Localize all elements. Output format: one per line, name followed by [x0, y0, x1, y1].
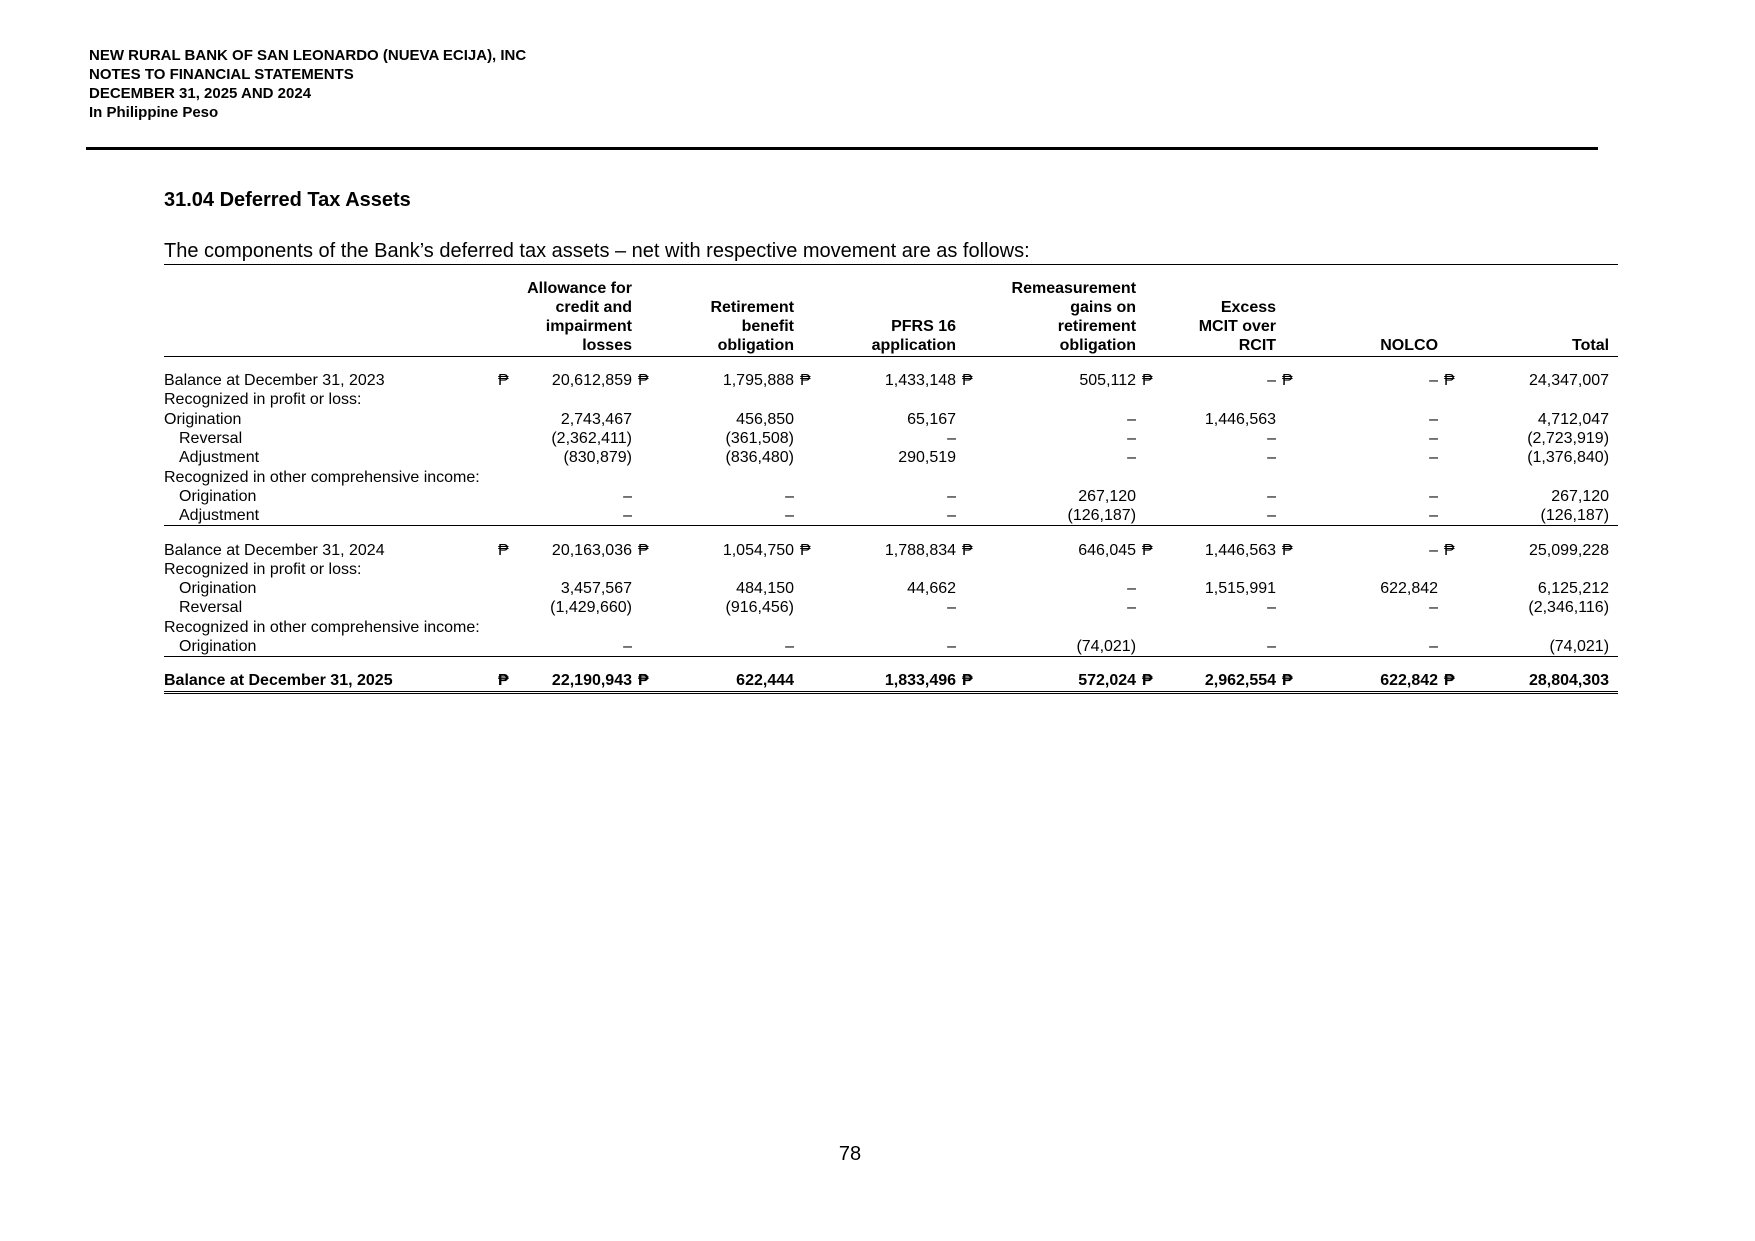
cell-value: (1,429,660): [550, 599, 632, 617]
cell-value: –: [1127, 430, 1137, 448]
cell-value: 456,850: [736, 410, 795, 428]
peso-sign: ₱: [1444, 541, 1455, 559]
table-row: [164, 579, 1618, 598]
column-header-pfrs16: PFRS 16 application: [794, 279, 956, 357]
spacer-row: [164, 657, 1618, 672]
spacer-row: [164, 526, 1618, 541]
cell-value: (2,723,919): [1527, 430, 1610, 448]
cell-value: 1,054,750: [722, 541, 795, 559]
row-label: Reversal: [179, 430, 243, 448]
cell-value: 1,515,991: [1204, 580, 1277, 598]
cell-value: 4,712,047: [1537, 410, 1610, 428]
cell-value: –: [1267, 599, 1277, 617]
cell-value: 1,788,834: [884, 541, 957, 559]
deferred-tax-assets-table: [164, 279, 1618, 694]
column-header-remeasurement: Remeasurement gains on retirement obligation: [956, 279, 1136, 357]
cell-value: –: [1429, 372, 1439, 390]
cell-value: –: [623, 487, 632, 505]
table-row: [164, 448, 1618, 467]
table-row: [164, 598, 1618, 617]
cell-value: –: [816, 637, 956, 657]
peso-sign: ₱: [492, 671, 514, 693]
row-label: Recognized in profit or loss:: [164, 560, 362, 578]
cell-value: –: [654, 637, 794, 657]
page-number: 78: [838, 1143, 862, 1165]
header-blank: [164, 279, 492, 357]
peso-sign: ₱: [1276, 671, 1298, 693]
cell-value: –: [785, 487, 795, 505]
cell-value: 505,112: [1079, 372, 1137, 390]
row-label: Origination: [179, 580, 257, 598]
cell-value: –: [1298, 506, 1438, 526]
column-header-nolco: NOLCO: [1276, 279, 1438, 357]
column-header-allowance: Allowance for credit and impairment losses: [492, 279, 632, 357]
cell-value: 20,612,859: [551, 372, 632, 390]
cell-value: –: [514, 637, 632, 657]
column-header-retirement: Retirement benefit obligation: [632, 279, 794, 357]
cell-value: (74,021): [1460, 637, 1618, 657]
cell-value: 44,662: [907, 580, 957, 598]
cell-value: –: [1267, 372, 1277, 390]
cell-value: –: [1429, 430, 1439, 448]
cell-value: 1,433,148: [884, 372, 957, 390]
cell-value: 20,163,036: [551, 541, 632, 559]
spacer-row: [164, 357, 1618, 372]
cell-value: (74,021): [978, 637, 1136, 657]
section-intro: The components of the Bank’s deferred tax assets – net with respective movement are as follows:: [164, 240, 1030, 262]
cell-value: 24,347,007: [1528, 372, 1610, 390]
cell-value: –: [1127, 580, 1137, 598]
row-label: Balance at December 31, 2023: [164, 372, 385, 390]
company-name: NEW RURAL BANK OF SAN LEONARDO (NUEVA ECIJA), INC: [89, 47, 527, 64]
cell-value: –: [947, 599, 957, 617]
cell-value: –: [1158, 506, 1276, 526]
cell-value: –: [514, 506, 632, 526]
currency-note: In Philippine Peso: [89, 104, 219, 121]
cell-value: 6,125,212: [1537, 580, 1610, 598]
cell-value: (916,456): [725, 599, 795, 617]
peso-sign: ₱: [962, 372, 973, 390]
cell-value: –: [1127, 599, 1137, 617]
cell-value: 65,167: [907, 410, 957, 428]
table-row: [164, 540, 1618, 559]
cell-value: 572,024: [978, 671, 1136, 693]
peso-sign: ₱: [1142, 372, 1153, 390]
section-title: 31.04 Deferred Tax Assets: [164, 189, 411, 211]
row-label: Origination: [164, 410, 242, 428]
intro-divider: [164, 264, 1618, 265]
peso-sign: ₱: [638, 372, 649, 390]
peso-sign: ₱: [498, 541, 509, 559]
cell-value: –: [947, 487, 957, 505]
cell-value: (1,376,840): [1527, 449, 1610, 467]
cell-value: –: [1429, 541, 1439, 559]
cell-value: (2,346,116): [1528, 599, 1610, 617]
cell-value: –: [1267, 430, 1277, 448]
cell-value: (126,187): [1460, 506, 1618, 526]
cell-value: 622,444: [654, 671, 794, 693]
cell-value: 1,795,888: [722, 372, 795, 390]
table-row: [164, 487, 1618, 506]
cell-value: –: [1429, 599, 1439, 617]
row-label: Adjustment: [179, 449, 260, 467]
row-label: Recognized in other comprehensive income:: [164, 618, 480, 636]
peso-sign: ₱: [800, 541, 811, 559]
peso-sign: ₱: [1136, 671, 1158, 693]
cell-value: –: [654, 506, 794, 526]
table-row: [164, 671, 1618, 693]
peso-sign: ₱: [1438, 671, 1460, 693]
peso-sign: ₱: [498, 372, 509, 390]
table-body: [164, 371, 1618, 693]
peso-sign: ₱: [1444, 372, 1455, 390]
table-section-label-row: [164, 560, 1618, 579]
row-label: Reversal: [179, 599, 243, 617]
cell-value: 1,446,563: [1204, 541, 1277, 559]
table-row: [164, 637, 1618, 657]
cell-value: –: [1298, 637, 1438, 657]
cell-value: –: [1267, 487, 1277, 505]
row-label: Recognized in profit or loss:: [164, 391, 362, 409]
peso-sign: ₱: [962, 541, 973, 559]
table-header-row: [164, 279, 1618, 357]
cell-value: 2,743,467: [560, 410, 632, 428]
cell-value: (830,879): [563, 449, 632, 467]
cell-value: –: [1267, 449, 1277, 467]
cell-value: –: [1158, 637, 1276, 657]
cell-value: –: [947, 430, 957, 448]
cell-value: 622,842: [1298, 671, 1438, 693]
document-type: NOTES TO FINANCIAL STATEMENTS: [89, 66, 354, 83]
row-label: Recognized in other comprehensive income:: [164, 468, 480, 486]
cell-value: (836,480): [725, 449, 795, 467]
cell-value: 484,150: [736, 580, 795, 598]
peso-sign: ₱: [1142, 541, 1153, 559]
cell-value: 22,190,943: [514, 671, 632, 693]
table-section-label-row: [164, 467, 1618, 486]
cell-value: –: [1127, 449, 1137, 467]
peso-sign: ₱: [632, 671, 654, 693]
row-label: Adjustment: [164, 506, 492, 526]
row-label: Balance at December 31, 2024: [164, 541, 385, 559]
cell-value: 2,962,554: [1158, 671, 1276, 693]
document-header: [89, 46, 526, 122]
peso-sign: ₱: [1282, 372, 1293, 390]
cell-value: 290,519: [898, 449, 957, 467]
cell-value: 1,833,496: [816, 671, 956, 693]
table-row: [164, 429, 1618, 448]
cell-value: 25,099,228: [1528, 541, 1610, 559]
table-section-label-row: [164, 618, 1618, 637]
cell-value: 267,120: [1551, 487, 1610, 505]
row-label: Origination: [164, 637, 492, 657]
table-row: [164, 371, 1618, 390]
cell-value: –: [816, 506, 956, 526]
reporting-period: DECEMBER 31, 2025 AND 2024: [89, 85, 312, 102]
cell-value: –: [1127, 410, 1137, 428]
cell-value: 622,842: [1380, 580, 1439, 598]
peso-sign: ₱: [800, 372, 811, 390]
column-header-excess-mcit: Excess MCIT over RCIT: [1136, 279, 1276, 357]
cell-value: 3,457,567: [560, 580, 632, 598]
row-label: Balance at December 31, 2025: [164, 671, 492, 693]
cell-value: (361,508): [725, 430, 795, 448]
peso-sign: ₱: [1282, 541, 1293, 559]
header-divider: [86, 147, 1598, 150]
cell-value: 1,446,563: [1204, 410, 1277, 428]
cell-value: 28,804,303: [1460, 671, 1618, 693]
cell-value: (2,362,411): [551, 430, 632, 448]
cell-value: 646,045: [1078, 541, 1137, 559]
cell-value: 267,120: [1078, 487, 1137, 505]
cell-value: –: [1429, 487, 1439, 505]
row-label: Origination: [179, 487, 257, 505]
cell-value: –: [1429, 449, 1439, 467]
table-row: [164, 410, 1618, 429]
table-section-label-row: [164, 390, 1618, 409]
column-header-total: Total: [1438, 279, 1618, 357]
table-row: [164, 506, 1618, 526]
cell-value: –: [1429, 410, 1439, 428]
cell-value: (126,187): [978, 506, 1136, 526]
peso-sign: ₱: [956, 671, 978, 693]
peso-sign: ₱: [638, 541, 649, 559]
